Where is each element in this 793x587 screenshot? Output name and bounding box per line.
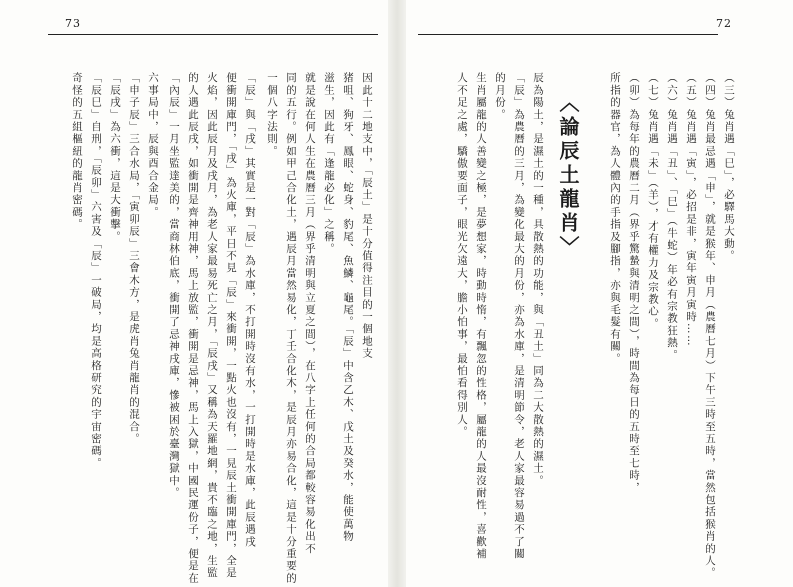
text-column: 猪咀、狗牙、鳳眼、蛇身、豹尾、魚鱗、龜尾。「辰」中含乙木、戊土及癸水，能使萬物 (342, 72, 354, 543)
text-column: 的月份。 (494, 72, 506, 121)
text-column: 「內辰」一月坐監達美的，當商林伯底，衝開了忌神戌庫，慘被困於臺灣獄中。 (168, 72, 180, 499)
text-column: 六事局中，辰與酉合金局。 (147, 72, 159, 219)
header-rule-left (48, 34, 378, 35)
text-column: 便衝開庫門，「戌」為火庫，平日不見「辰」來衝開，一點火也沒有，一見辰土衝開庫門，全是 (225, 72, 237, 580)
text-column: 火焰，因此辰月及戌月，為老人家最易死亡之月，「辰戌」又稱為天羅地網，貴不臨之地，生監 (206, 72, 218, 580)
text-column: 就是說在何人生在農曆三月（界乎清明與立夏之間），在八字上任何的合局都較容易化出不 (304, 72, 316, 555)
text-column: 「辰」與「戌」其實是一對「辰」為水庫，不打開時沒有水，一打開時是水庫，此辰遇戌 (244, 72, 256, 548)
text-column: （七）兔肖遇「未」（羊），才有權力及宗教心。 (647, 72, 659, 330)
text-column: 「辰戌」為六衝，這是大衝擊。 (109, 72, 121, 243)
text-column: （五）兔肖遇「寅」，必招是非，寅年寅月寅時…… (685, 72, 697, 348)
text-column: （卯）為每年的農曆二月（界乎驚蟄與清明之間），時間為每日的五時至七時， (628, 72, 640, 494)
header-rule-right (418, 34, 718, 35)
text-column: 滋生，因此有「逢龍必化」之稱。 (323, 72, 335, 255)
text-column: 所指的器官，為人體內的手指及腳指，亦與毛髮有關。 (609, 72, 621, 365)
text-column: 因此十二地支中，「辰土」是十分值得注目的一個地支 (361, 72, 373, 360)
text-column: 辰為陽土，是濕土的一種，具散熱的功能，與「丑土」同為二大散熱的濕土。 (532, 72, 544, 487)
left-page (0, 0, 395, 587)
page-number-right: 72 (716, 17, 732, 30)
text-column: 同的五行。例如甲己合化土，遇辰月當然易化，丁壬合化木，是辰月亦易合化，這是十分重要的 (285, 72, 297, 585)
text-column: 「辰巳」自刑，「辰卯」六害及「辰」一破局，均是高格研究的宇宙密碼。 (90, 72, 102, 470)
text-column: 生肖屬龍的人善變之極，是夢想家，時動時惰，有飄忽的性格，屬龍的人最沒耐性，喜歡補 (475, 72, 487, 560)
page-number-left: 73 (65, 17, 81, 30)
text-column: 一個八字法則。 (266, 72, 278, 158)
text-column: 「申子辰」三合水局，「寅卯辰」三會木方，是虎肖兔肖龍肖的混合。 (128, 72, 140, 445)
section-title: 〈論辰土龍肖〉 (556, 92, 580, 260)
text-column: 人不足之處，驕傲要面子，眼光欠遠大，膽小怕事，最怕看得別人。 (456, 72, 468, 438)
text-column: 「辰」為農曆的三月，為變化最大的月份，亦為水庫，是清明節令，老人家最容易過不了關 (513, 72, 525, 560)
text-column: 的人遇此辰戌，如衝開是齊神用神，馬上放監，衝開是忌神，馬上入獄，中國民運份子，便是在 (187, 72, 199, 585)
text-column: （四）兔肖最忌遇「申」，就是猴年、申月（農曆七月）下午三時至五時，當然包括猴肖的人。 (704, 72, 716, 580)
text-column: （六）兔肖遇「丑」、「巳」（牛蛇）年必有宗教狂熱。 (666, 72, 678, 362)
text-column: （三）兔肖遇「巳」，必驛馬大動。 (723, 72, 735, 262)
text-column: 奇怪的五組樞紐的龍肖密碼。 (71, 72, 83, 231)
